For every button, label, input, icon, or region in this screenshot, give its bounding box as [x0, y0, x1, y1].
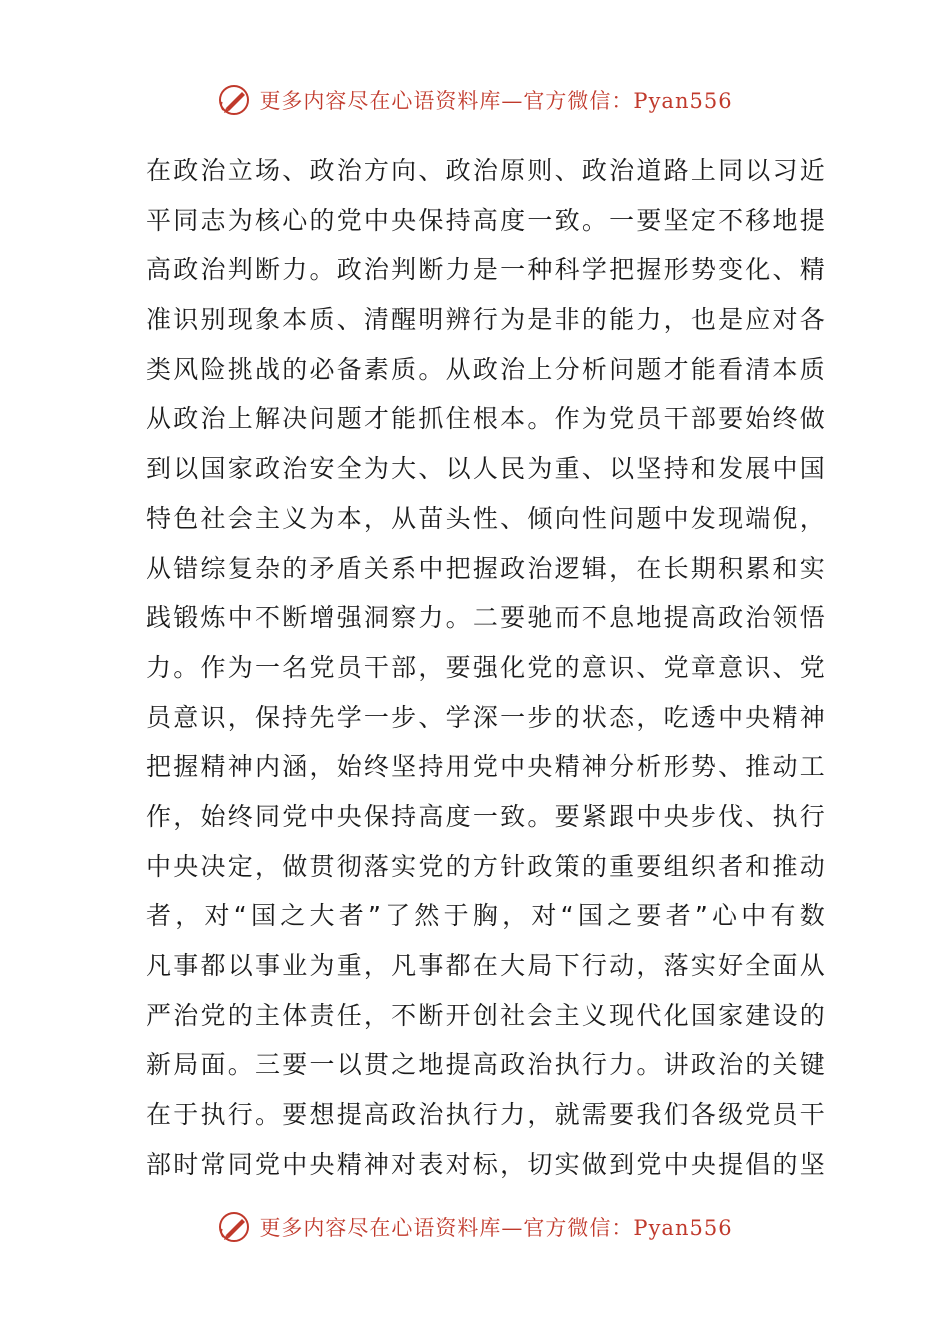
text-line: 中央决定，做贯彻落实党的方针政策的重要组织者和推动	[146, 851, 826, 881]
text-line: 在政治立场、政治方向、政治原则、政治道路上同以习近	[146, 156, 826, 185]
text-line: 从错综复杂的矛盾关系中把握政治逻辑，在长期积累和实	[146, 553, 826, 583]
text-line: 从政治上解决问题才能抓住根本。作为党员干部要始终做	[146, 404, 826, 434]
text-line: 类风险挑战的必备素质。从政治上分析问题才能看清本质	[146, 354, 826, 384]
text-line: 者，对“国之大者”了然于胸，对“国之要者”心中有数	[146, 901, 826, 931]
text-line: 到以国家政治安全为大、以人民为重、以坚持和发展中国	[146, 454, 826, 484]
text-line: 特色社会主义为本，从苗头性、倾向性问题中发现端倪，	[146, 503, 826, 533]
text-line: 作，始终同党中央保持高度一致。要紧跟中央步伐、执行	[146, 801, 826, 831]
text-line: 部时常同党中央精神对表对标，切实做到党中央提倡的坚	[146, 1149, 826, 1179]
footer-watermark	[0, 1207, 950, 1247]
text-line: 平同志为核心的党中央保持高度一致。一要坚定不移地提	[146, 205, 826, 235]
pen-logo-icon	[217, 1209, 253, 1245]
text-line: 严治党的主体责任，不断开创社会主义现代化国家建设的	[146, 1000, 826, 1030]
text-line: 在于执行。要想提高政治执行力，就需要我们各级党员干	[146, 1100, 826, 1130]
header-watermark	[0, 80, 950, 120]
text-line: 员意识，保持先学一步、学深一步的状态，吃透中央精神	[146, 702, 826, 732]
document-body	[146, 146, 826, 1189]
text-line: 践锻炼中不断增强洞察力。二要驰而不息地提高政治领悟	[146, 603, 826, 633]
text-line: 新局面。三要一以贯之地提高政治执行力。讲政治的关键	[146, 1050, 826, 1080]
text-line: 把握精神内涵，始终坚持用党中央精神分析形势、推动工	[146, 752, 826, 782]
watermark-text: 更多内容尽在心语资料库—官方微信：Pyan556	[259, 89, 733, 113]
text-line: 力。作为一名党员干部，要强化党的意识、党章意识、党	[146, 652, 826, 682]
text-line: 高政治判断力。政治判断力是一种科学把握形势变化、精	[146, 255, 826, 285]
watermark-text: 更多内容尽在心语资料库—官方微信：Pyan556	[259, 1216, 733, 1240]
text-line: 凡事都以事业为重，凡事都在大局下行动，落实好全面从	[146, 951, 826, 980]
text-line: 准识别现象本质、清醒明辨行为是非的能力，也是应对各	[146, 305, 826, 335]
pen-logo-icon	[217, 82, 253, 118]
